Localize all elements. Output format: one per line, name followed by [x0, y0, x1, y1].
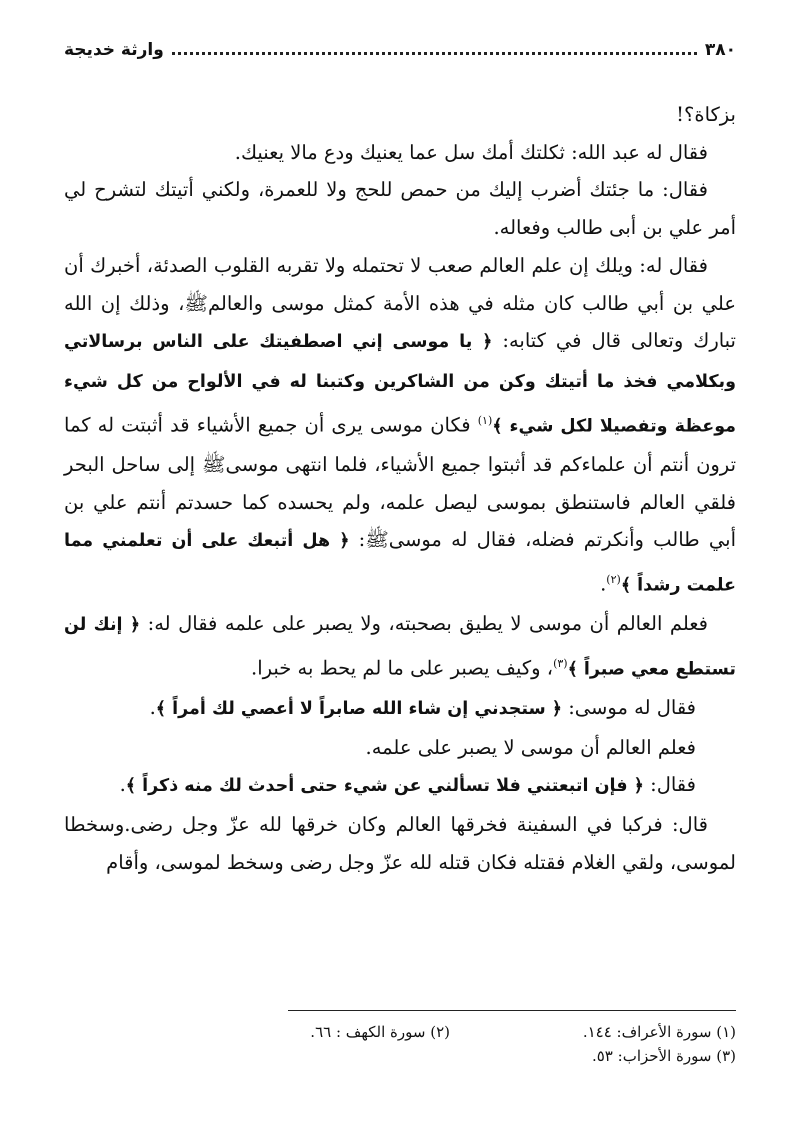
text-segment: . [149, 696, 156, 720]
text-segment: فقال: ما جئتك أضرب إليك من حمص للحج ولا للعمرة، ولكني أتيتك لتشرح لي أمر علي بن أبى طالب وفعاله. [64, 178, 736, 240]
footnote-2: (٢) سورة الكهف : ٦٦. [310, 1023, 450, 1041]
footnote-row [140, 1020, 736, 1044]
paragraph-2 [64, 134, 736, 172]
text-segment: فقال له: ويلك إن علم العالم صعب لا تحتمله ولا تقربه القلوب الصدئة، أخبرك أن علي بن أبي طالب كان مثله في هذه الأمة كمثل موسى والعالمﷺ، وذلك إن الله تبارك وتعالى قال في كتابه: [64, 253, 736, 353]
text-segment: . [119, 773, 126, 797]
footnotes [140, 1020, 736, 1068]
text-segment: فعلم العالم أن موسى لا يصبر على علمه. [365, 735, 696, 759]
running-header [64, 30, 736, 60]
footnote-ref: (٣) [553, 656, 568, 670]
text-segment: بزكاة؟! [676, 103, 736, 126]
page-number: ٣٨٠ [704, 40, 736, 60]
footnote-ref: (٢) [606, 572, 621, 586]
text-segment: فقال: [643, 773, 696, 797]
quran-quote: ﴿ هل أتبعك على أن تعلمني مما علمت رشداً ﴾ [64, 531, 736, 596]
quran-quote: ﴿ ستجدني إن شاء الله صابراً لا أعصي لك أمراً ﴾ [155, 699, 563, 720]
footnote-1: (١) سورة الأعراف: ١٤٤. [582, 1023, 736, 1041]
paragraph-8 [64, 766, 736, 806]
paragraph-1 [64, 96, 736, 134]
main-text [64, 96, 736, 882]
text-segment: فكان موسى يرى أن جميع الأشياء قد أثبتت له كما ترون أنتم أن علماءكم قد أثبتوا جميع الأشياء، فلما انتهى موسىﷺ إلى ساحل البحر فلقي العالم فاستنطق بموسى ليصل علمه، ولم يحسده كما حسدتم أنتم علي بن أبي طالب وأنكرتم فضله، فقال له موسىﷺ: [64, 413, 736, 552]
paragraph-3 [64, 171, 736, 246]
quran-quote: ﴿ يا موسى إني اصطفيتك على الناس برسالاتي وبكلامي فخذ ما أتيتك وكن من الشاكرين وكتبنا له في الألواح من كل شيء موعظة وتفصيلا لكل شيء ﴾ [64, 332, 737, 437]
footnote-divider [288, 1010, 736, 1011]
header-title: وارثة خديجة [64, 40, 164, 60]
text-segment: قال: فركبا في السفينة فخرقها العالم وكان خرقها لله عزّ وجل رضى.وسخطا لموسى، ولقي الغلام فقتله فكان قتله لله عزّ وجل رضى وسخط لموسى، وأقام [64, 813, 736, 874]
quran-quote: ﴿ إنك لن تستطع معي صبراً ﴾ [64, 615, 736, 680]
header-leader-dots [172, 52, 697, 55]
paragraph-9 [64, 806, 736, 881]
paragraph-6 [64, 689, 736, 729]
text-segment: فقال له عبد الله: ثكلتك أمك سل عما يعنيك ودع مالا يعنيك. [234, 140, 708, 164]
quran-quote: ﴿ فإن اتبعتني فلا تسألني عن شيء حتى أحدث لك منه ذكراً ﴾ [125, 776, 644, 797]
text-segment: ، وكيف يصبر على ما لم يحط به خبرا. [251, 656, 554, 680]
footnote-3: (٣) سورة الأحزاب: ٥٣. [591, 1047, 736, 1065]
text-segment: فقال له موسى: [562, 696, 696, 720]
text-segment: فعلم العالم أن موسى لا يطيق بصحبته، ولا يصبر على علمه فقال له: [140, 612, 708, 636]
footnote-row [140, 1044, 736, 1068]
footnote-ref: (١) [477, 413, 493, 427]
paragraph-7 [64, 729, 736, 767]
text-segment: . [600, 572, 607, 596]
paragraph-5 [64, 605, 736, 689]
paragraph-4 [64, 247, 736, 605]
